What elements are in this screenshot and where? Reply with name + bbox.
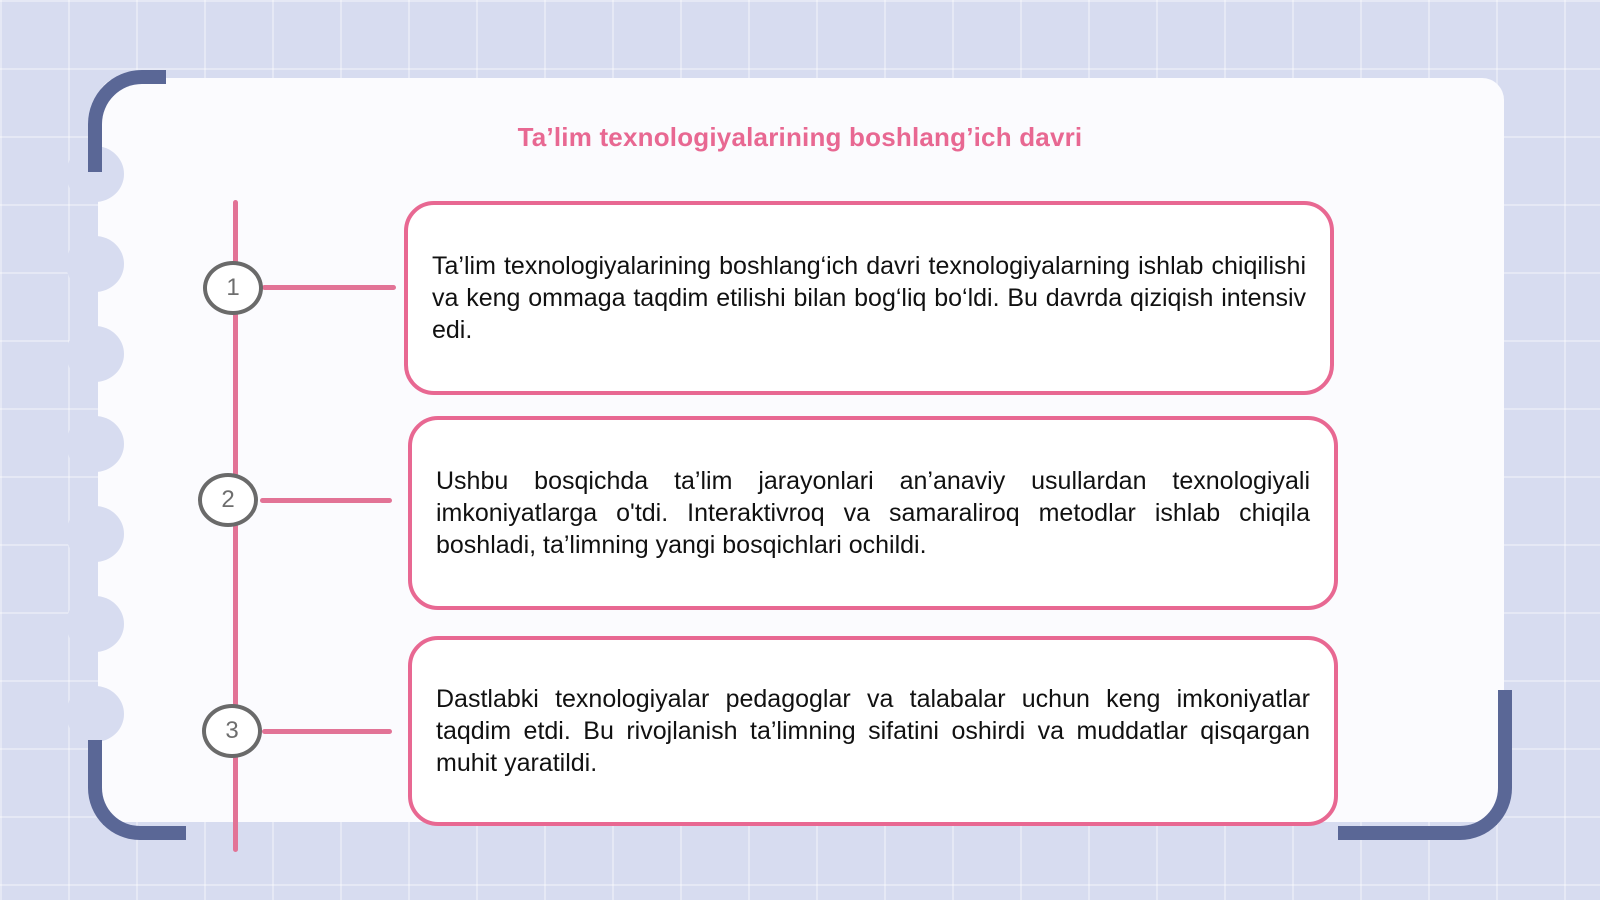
step-card-1 <box>404 201 1334 395</box>
timeline-connector-1 <box>262 285 396 290</box>
paper-scallop <box>66 596 124 652</box>
paper-scallop <box>66 686 124 742</box>
step-number-3: 3 <box>202 704 262 758</box>
timeline-connector-3 <box>262 729 392 734</box>
paper-scallop <box>66 236 124 292</box>
step-number-1: 1 <box>203 261 263 315</box>
step-card-text: Dastlabki texnologiyalar pedagoglar va talabalar uchun keng imkoniyatlar taqdim etdi. Bu rivojlanish ta’limning sifatini oshirdi va muddatlar qisqargan muhit yaratildi. <box>436 685 1310 777</box>
slide-title: Ta’lim texnologiyalarining boshlang’ich davri <box>517 122 1083 152</box>
frame-corner-bottom-left <box>88 740 186 840</box>
frame-corner-bottom-right <box>1338 690 1512 840</box>
frame-corner-top-left <box>88 70 166 172</box>
timeline-connector-2 <box>260 498 392 503</box>
step-card-text: Ta’lim texnologiyalarining boshlang‘ich davri texnologiyalarning ishlab chiqilishi va keng ommaga taqdim etilishi bilan bog‘liq bo‘ldi. Bu davrda qiziqish intensiv edi. <box>432 252 1306 344</box>
step-number-2: 2 <box>198 473 258 527</box>
paper-scallop <box>66 506 124 562</box>
paper-scallop <box>66 326 124 382</box>
step-card-text: Ushbu bosqichda ta’lim jarayonlari an’anaviy usullardan texnologiyali imkoniyatlarga o'tdi. Interaktivroq va samaraliroq metodlar ishlab chiqila boshladi, ta’limning yangi bosqichlari ochildi. <box>436 467 1310 559</box>
step-card-2 <box>408 416 1338 610</box>
step-card-3 <box>408 636 1338 826</box>
paper-scallop <box>66 416 124 472</box>
